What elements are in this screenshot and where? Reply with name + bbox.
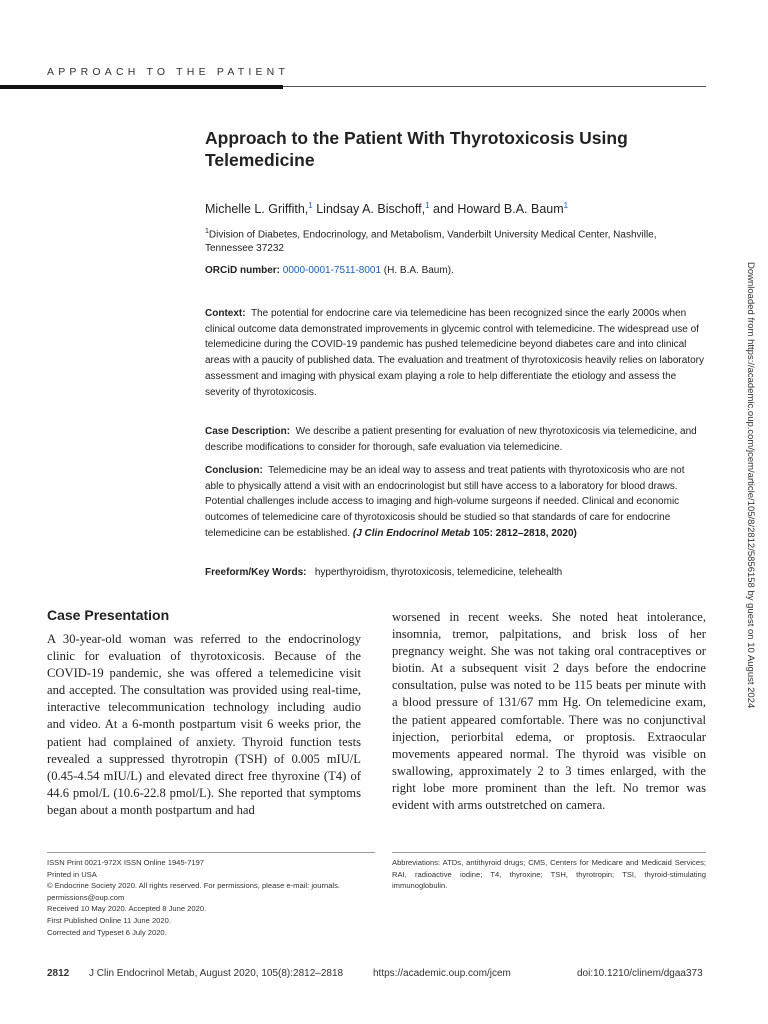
typeset-line: Corrected and Typeset 6 July 2020. [47,927,167,937]
abstract-context-label: Context: [205,308,246,319]
section-label: APPROACH TO THE PATIENT [47,66,290,78]
author-name[interactable]: and Howard B.A. Baum [433,202,564,217]
affiliation [205,225,700,255]
affiliation-text: Division of Diabetes, Endocrinology, and Metabolism, Vanderbilt University Medical Center, Nashville, Tennessee 37232 [205,229,657,254]
header-rule-accent [0,85,283,89]
author-list [205,201,695,216]
keywords-text: hyperthyroidism, thyrotoxicosis, telemedicine, telehealth [314,567,563,578]
issn-line: ISSN Print 0021-972X ISSN Online 1945-7197 [47,858,205,867]
footnote-rule [392,852,706,853]
journal-url-link[interactable]: https://academic.oup.com/jcem [373,968,511,979]
author-affiliation-marker[interactable]: 1 [425,201,430,210]
citation-journal: (J Clin Endocrinol Metab [352,527,471,539]
received-line: Received 10 May 2020. Accepted 8 June 2020. [47,904,207,914]
page-number: 2812 [47,968,70,979]
abstract-context-text: The potential for endocrine care via telemedicine has been recognized since the early 2000s when clinical outcome data demonstrated improvements in glycemic control with telemedicine. The widespread use of telemedicine during the COVID-19 pandemic has pushed telemedicine beyond diabetes care and into clinical areas with a paucity of published data. The evaluation and treatment of thyrotoxicosis heavily relies on laboratory assessment and imaging with physical exam playing a role to help differentiate the etiology and assess the severity of thyrotoxicosis. [205,308,704,398]
author-name[interactable]: Michelle L. Griffith, [205,202,309,217]
section-heading: Case Presentation [47,607,170,623]
copyright-line: © Endocrine Society 2020. All rights reserved. For permissions, please e-mail: journals. [47,881,341,891]
orcid-link[interactable]: 0000-0001-7511-8001 [282,265,382,276]
abstract-case-label: Case Description: [205,426,291,437]
orcid-line [205,265,700,276]
body-column-right: worsened in recent weeks. She noted heat intolerance, insomnia, tremor, palpitations, and brisk loss of her pregnancy weight. She was not taking oral contraceptives or biotin. At a subsequent visit 2 days before the endocrine consultation, pulse was noted to be 115 beats per minute with a blood pressure of 131/67 mm Hg. On telemedicine exam, the patient appeared comfortable. There was no conjunctival injection, periorbital edema, or proptosis. Extraocular movements appeared normal. The thyroid was visible on swallowing, approximately 2 to 3 times enlarged, with the right lobe more prominent than the left. No tremor was evident with arms outstretched on camera. [392,610,706,813]
published-line: First Published Online 11 June 2020. [47,915,171,925]
abstract-conclusion-label: Conclusion: [205,465,263,476]
body-column-left: A 30-year-old woman was referred to the endocrinology clinic for evaluation of thyrotoxicosis. Because of the COVID-19 pandemic, she was offered a telemedicine visit and accepted. The consultation was provided using real-time, interactive telecommunication technology including audio and video. At a 6-month postpartum visit 6 weeks prior, the patient had complained of anxiety. Thyroid function tests revealed a suppressed thyrotropin (TSH) of 0.005 mIU/L (0.45-4.54 mIU/L) and elevated direct free thyroxine (T4) of 44.6 pmol/L (10.6-22.8 pmol/L). She reported that symptoms began about a month postpartum and had [47,632,361,817]
citation-details: 105: 2812–2818, 2020) [472,527,577,539]
doi-link[interactable]: doi:10.1210/clinem/dgaa373 [577,968,703,979]
abbreviations-note: Abbreviations: ATDs, antithyroid drugs; CMS, Centers for Medicare and Medicaid Services; RAI, radioactive iodine; T4, thyroxine; TSH, thyrotropin; TSI, thyroid-stimulating immunoglobulin. [392,858,706,891]
permissions-email[interactable]: permissions@oup.com [47,892,125,902]
footnote-rule [47,852,375,853]
keywords-label: Freeform/Key Words: [205,567,307,578]
page-footer [47,968,707,982]
author-affiliation-marker[interactable]: 1 [308,201,313,210]
publication-info [47,857,377,938]
author-name[interactable]: Lindsay A. Bischoff, [316,202,426,217]
abstract-case-text: We describe a patient presenting for evaluation of new thyrotoxicosis via telemedicine, and describe modifications to consider for thorough, safe evaluation via telemedicine. [205,426,697,453]
abstract-conclusion-text: Telemedicine may be an ideal way to assess and treat patients with thyrotoxicosis who are not able to physically attend a visit with an endocrinologist but still have access to a laboratory for blood draws. Potential challenges include access to imaging and high-volume surgeons if needed. Clinical and economic outcomes of telemedicine care of thyrotoxicosis should be studied so that standards of care for endocrine telemedicine can be established. [205,465,685,539]
journal-citation: J Clin Endocrinol Metab, August 2020, 105(8):2812–2818 [89,968,344,979]
abstract-keywords [205,565,705,581]
abstract-conclusion [205,463,705,542]
download-watermark: Downloaded from https://academic.oup.com/jcem/article/105/8/2812/5856158 by guest on 10 August 2024 [745,262,756,709]
article-title: Approach to the Patient With Thyrotoxicosis Using Telemedicine [205,128,628,170]
abstract-case-description [205,424,705,455]
orcid-person: (H. B.A. Baum). [383,265,454,276]
affiliation-marker: 1 [205,228,209,235]
printed-line: Printed in USA [47,869,97,879]
orcid-label: ORCiD number: [205,265,280,276]
author-affiliation-marker[interactable]: 1 [563,201,569,210]
abstract-context [205,306,705,400]
